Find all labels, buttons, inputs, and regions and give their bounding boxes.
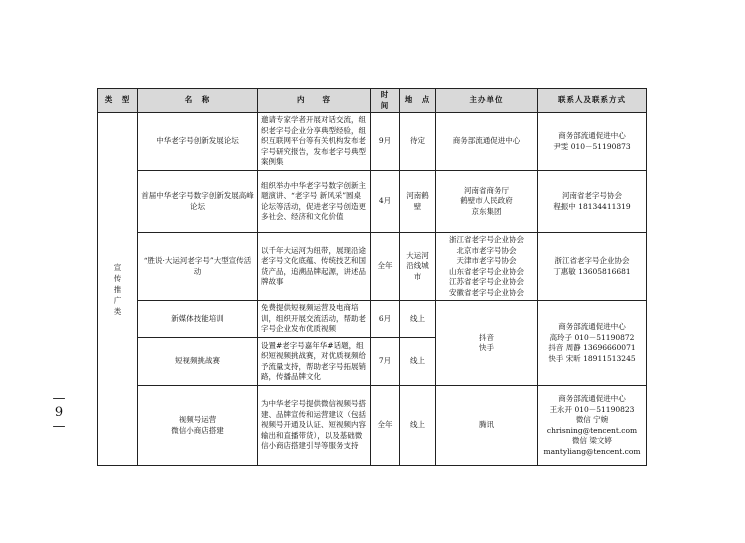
events-table [97, 88, 647, 466]
header-name: 名 称 [138, 89, 258, 113]
event-time: 7月 [371, 338, 400, 386]
host-line: 快手 [479, 343, 494, 352]
event-place: 河南鹤壁 [400, 171, 436, 233]
contact-line: 微信 梁文婷 [572, 436, 612, 445]
event-place: 线上 [400, 338, 436, 386]
event-name: 首届中华老字号数字创新发展高峰论坛 [138, 171, 258, 233]
contact-line: 抖音 周静 13696660071 [548, 343, 636, 352]
event-time: 6月 [371, 301, 400, 338]
event-host [436, 171, 538, 233]
event-time: 全年 [371, 386, 400, 466]
contact-line: 商务部流通促进中心 [558, 322, 626, 331]
host-line: 江苏省老字号企业协会 [449, 277, 524, 286]
host-line: 抖音 [479, 332, 494, 342]
event-place: 线上 [400, 301, 436, 338]
contact-line: 微信 宁婉 [575, 415, 609, 424]
table-row [98, 233, 647, 301]
event-name: 新媒体技能培训 [138, 301, 258, 338]
header-place: 地 点 [400, 89, 436, 113]
contact-line: 商务部流通促进中心 [558, 131, 626, 140]
header-contact: 联系人及联系方式 [538, 89, 647, 113]
type-label: 宣传推广类 [113, 262, 122, 316]
event-host [436, 233, 538, 301]
event-contact [538, 171, 647, 233]
header-time: 时 间 [371, 89, 400, 113]
table-row [98, 171, 647, 233]
contact-line: 高玲子 010－51190872 [549, 332, 635, 342]
contact-line: 王永开 010－51190823 [549, 404, 635, 414]
table-row [98, 113, 647, 171]
host-line: 安徽省老字号企业协会 [449, 287, 524, 297]
event-content: 为中华老字号提供微信视频号搭建、品牌宣传和运营建议（包括视频号开通及认证、短视频内容输出和直播带货），以及基础微信小商店搭建引导等服务支持 [258, 386, 371, 466]
event-time: 4月 [371, 171, 400, 233]
table-row [98, 301, 647, 338]
host-line: 天津市老字号协会 [456, 256, 517, 265]
name-line: 视频号运营 [178, 415, 217, 424]
type-cell [98, 113, 138, 466]
event-content: 免费提供短视频运营及电商培训，组织开展交流活动，帮助老字号企业发布优质视频 [258, 301, 371, 338]
contact-line: 河南省老字号协会 [562, 191, 622, 200]
host-line: 北京市老字号协会 [456, 245, 517, 255]
contact-line: chrisning@tencent.com [546, 425, 638, 435]
header-content: 内 容 [258, 89, 371, 113]
contact-line: 浙江省老字号企业协会 [554, 256, 630, 265]
host-line: 河南省商务厅 [464, 185, 509, 195]
event-host: 腾讯 [436, 386, 538, 466]
event-contact-shared [538, 301, 647, 386]
event-name: “胜说·大运河老字号”大型宣传活动 [138, 233, 258, 301]
event-name: 中华老字号创新发展论坛 [138, 113, 258, 171]
page-number: — 9 — [52, 391, 66, 434]
host-line: 京东集团 [471, 206, 502, 216]
event-content: 邀请专家学者开展对话交流，组织老字号企业分享典型经验，组织互联网平台等有关机构发布老字号研究报告，发布老字号典型案例集 [258, 113, 371, 171]
event-contact [538, 233, 647, 301]
event-host: 商务部流通促进中心 [436, 113, 538, 171]
event-contact [538, 113, 647, 171]
table-header-row [98, 89, 647, 113]
name-line: 微信小商店搭建 [171, 425, 224, 435]
contact-line: mantyliang@tencent.com [543, 446, 641, 456]
event-place: 待定 [400, 113, 436, 171]
host-line: 鹤壁市人民政府 [460, 196, 513, 206]
event-name: 短视频挑战赛 [138, 338, 258, 386]
contact-line: 商务部流通促进中心 [558, 394, 626, 403]
event-place: 大运河沿线城市 [400, 233, 436, 301]
contact-line: 程振中 18134411319 [553, 201, 631, 211]
header-host: 主办单位 [436, 89, 538, 113]
event-content: 以千年大运河为纽带，展现沿途老字号文化底蕴、传统技艺和国货产品，追溯品牌起源，讲述品牌故事 [258, 233, 371, 301]
event-place: 线上 [400, 386, 436, 466]
host-line: 山东省老字号企业协会 [449, 266, 524, 276]
table-row [98, 386, 647, 466]
event-content: 设置#老字号嘉年华#话题，组织短视频挑战赛，对优质视频给予流量支持，帮助老字号拓展销路，传播品牌文化 [258, 338, 371, 386]
contact-line: 快手 宋昕 18911513245 [548, 353, 636, 363]
event-time: 9月 [371, 113, 400, 171]
event-time: 全年 [371, 233, 400, 301]
host-line: 浙江省老字号企业协会 [449, 235, 524, 244]
event-host-shared [436, 301, 538, 386]
event-contact [538, 386, 647, 466]
event-name [138, 386, 258, 466]
header-type: 类 型 [98, 89, 138, 113]
contact-line: 尹雯 010－51190873 [553, 141, 631, 151]
event-content: 组织举办中华老字号数字创新主题演讲、“老字号 新风采”圆桌论坛等活动，促进老字号创造更多社会、经济和文化价值 [258, 171, 371, 233]
contact-line: 丁惠敏 13605816681 [553, 266, 631, 276]
